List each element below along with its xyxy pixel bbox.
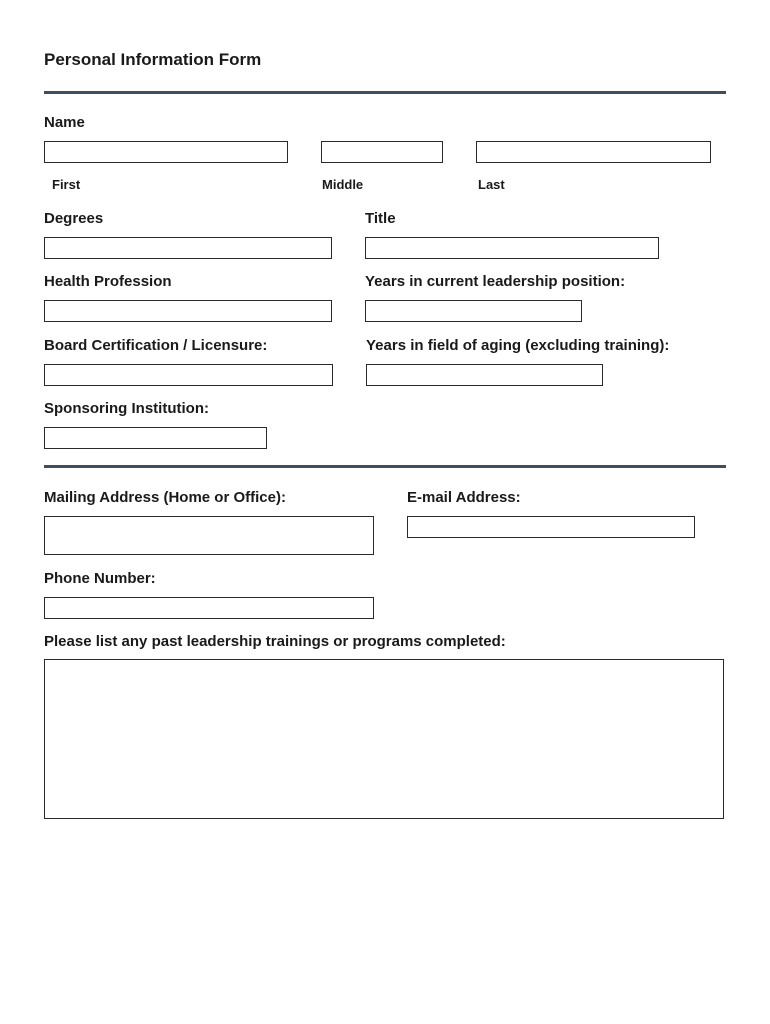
board-certification-label: Board Certification / Licensure: xyxy=(44,337,268,354)
past-trainings-label: Please list any past leadership trainings or programs completed: xyxy=(44,633,506,650)
middle-name-caption: Middle xyxy=(322,177,364,192)
degrees-input[interactable] xyxy=(44,237,332,259)
years-leadership-label: Years in current leadership position: xyxy=(365,273,626,290)
phone-input[interactable] xyxy=(44,597,374,619)
phone-label: Phone Number: xyxy=(44,570,156,587)
last-name-caption: Last xyxy=(478,177,505,192)
page-title: Personal Information Form xyxy=(44,50,262,69)
sponsoring-institution-label: Sponsoring Institution: xyxy=(44,400,209,417)
degrees-label: Degrees xyxy=(44,210,104,227)
name-label: Name xyxy=(44,114,85,131)
mailing-address-input[interactable] xyxy=(44,516,374,555)
first-name-input[interactable] xyxy=(44,141,288,163)
email-input[interactable] xyxy=(407,516,695,538)
middle-name-input[interactable] xyxy=(321,141,443,163)
sponsoring-institution-input[interactable] xyxy=(44,427,267,449)
first-name-caption: First xyxy=(52,177,81,192)
years-aging-input[interactable] xyxy=(366,364,603,386)
last-name-input[interactable] xyxy=(476,141,711,163)
title-label: Title xyxy=(365,210,396,227)
past-trainings-textarea[interactable] xyxy=(44,659,724,819)
health-profession-label: Health Profession xyxy=(44,273,172,290)
section-divider xyxy=(44,91,726,94)
years-leadership-input[interactable] xyxy=(365,300,582,322)
health-profession-input[interactable] xyxy=(44,300,332,322)
years-aging-label: Years in field of aging (excluding training): xyxy=(366,337,670,354)
section-divider xyxy=(44,465,726,468)
title-input[interactable] xyxy=(365,237,659,259)
mailing-address-label: Mailing Address (Home or Office): xyxy=(44,489,286,506)
email-label: E-mail Address: xyxy=(407,489,521,506)
board-certification-input[interactable] xyxy=(44,364,333,386)
